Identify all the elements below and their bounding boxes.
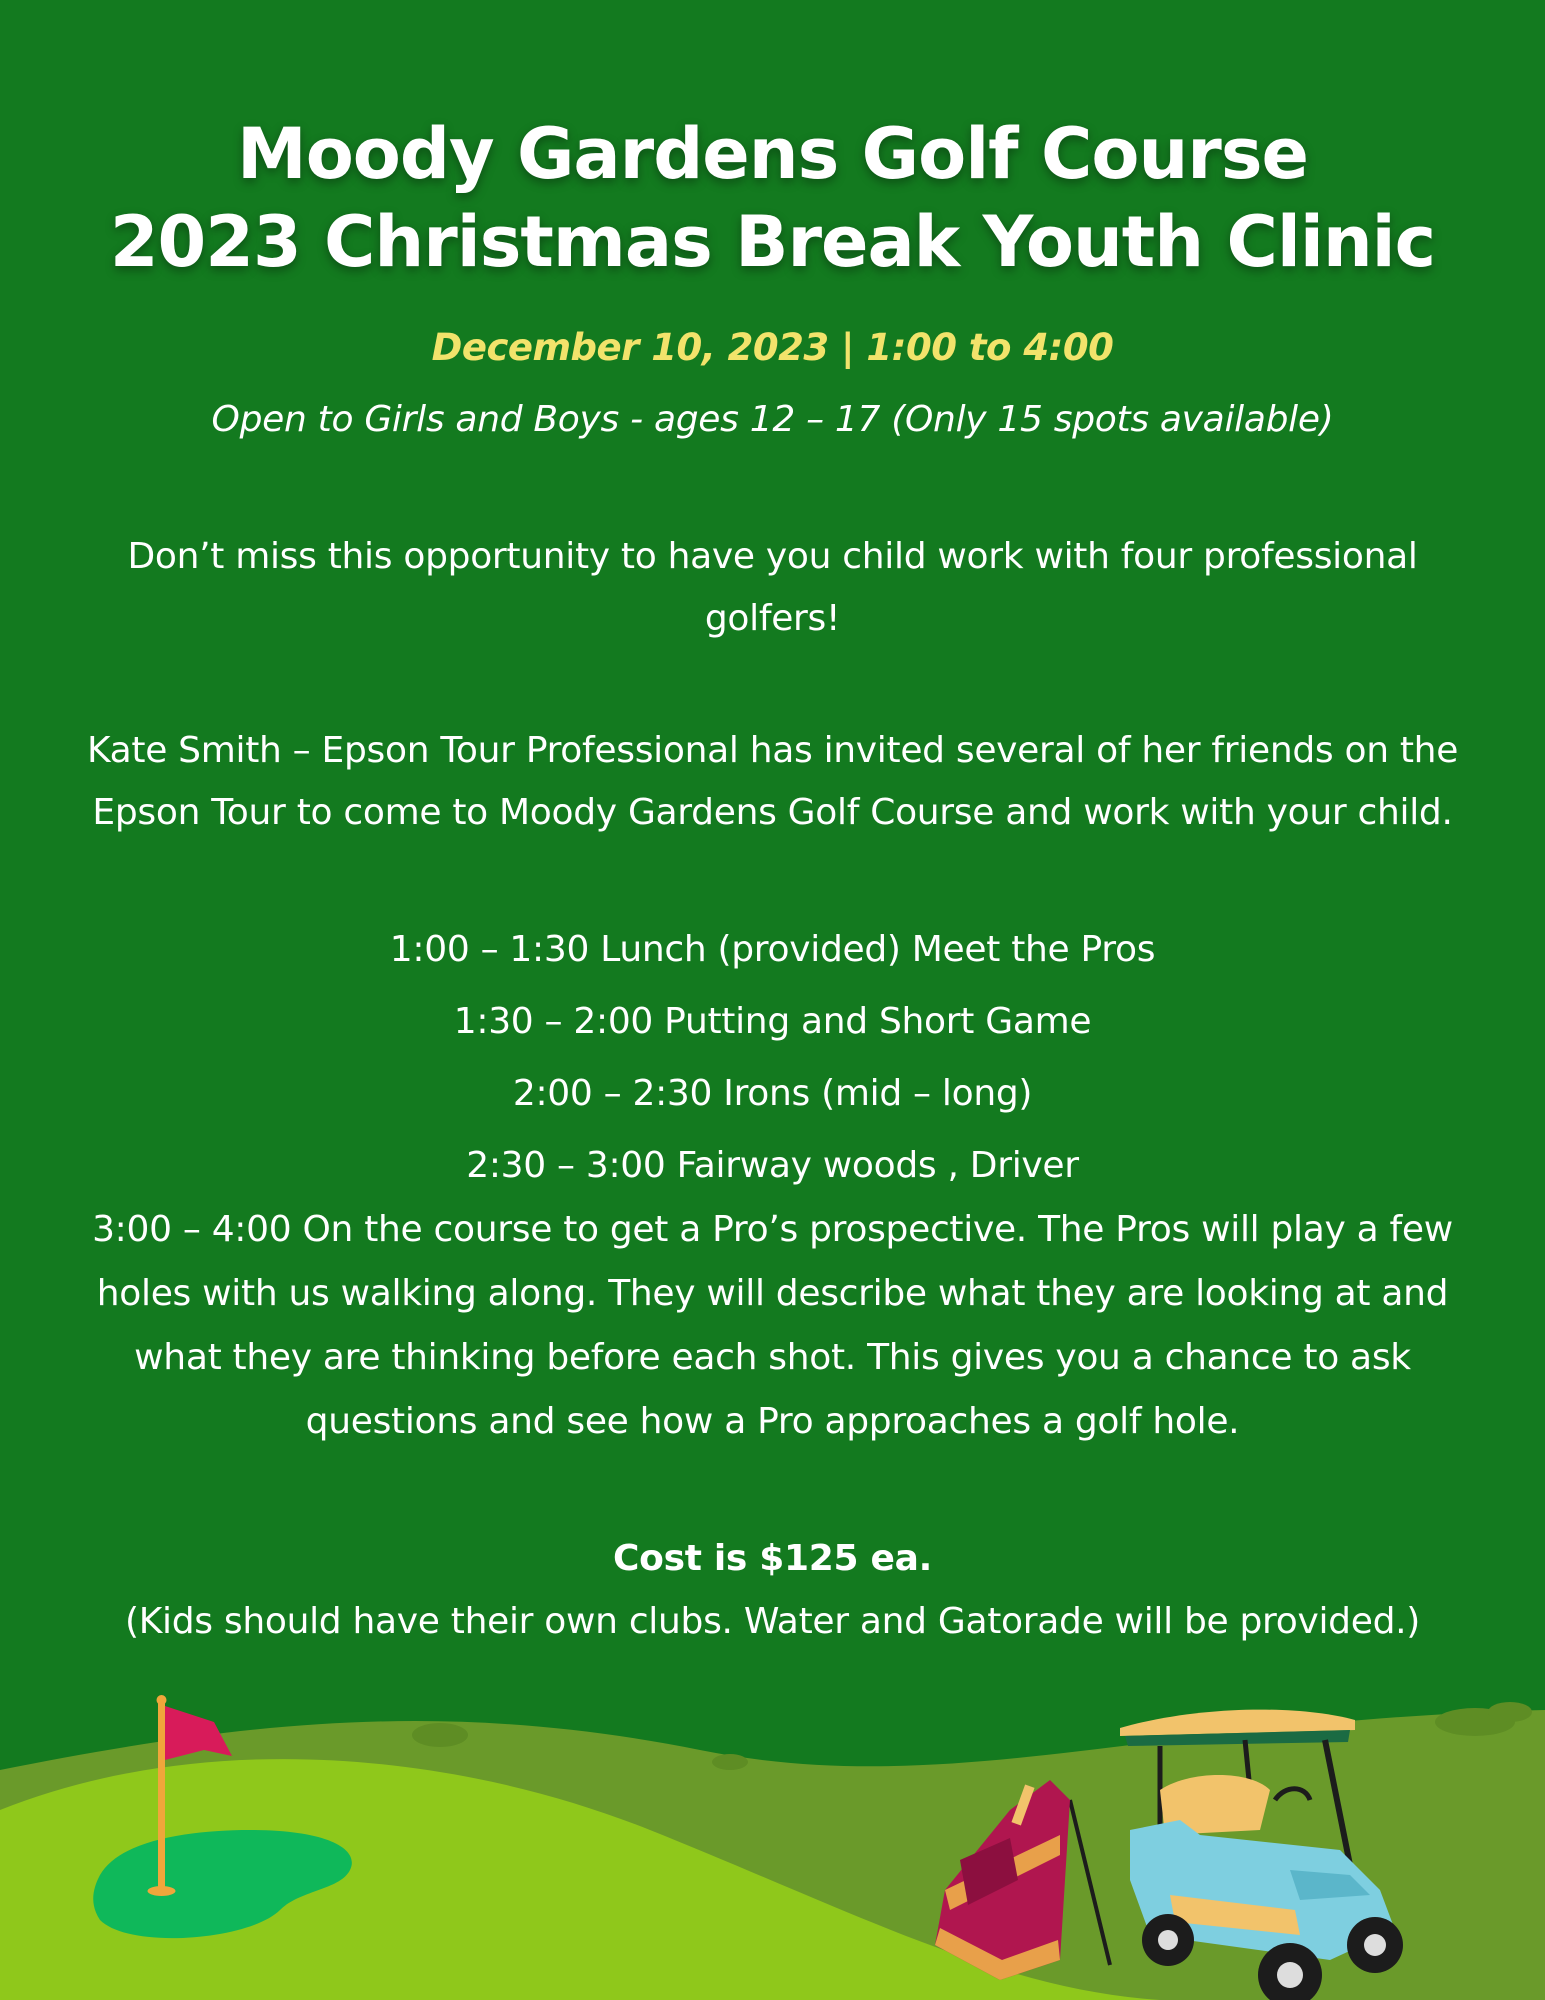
course-line-4: questions and see how a Pro approaches a golf hole. (305, 1401, 1240, 1442)
eligibility-text: Open to Girls and Boys - ages 12 – 17 (Only 15 spots available) (211, 399, 1334, 440)
equipment-note: (Kids should have their own clubs. Water and Gatorade will be provided.) (124, 1601, 1421, 1642)
flyer-content (60, 110, 1485, 1642)
title-line-1: Moody Gardens Golf Course (237, 113, 1308, 195)
schedule-item: 2:30 – 3:00 Fairway woods , Driver (466, 1145, 1079, 1186)
schedule-list (60, 914, 1485, 1454)
title-line-2: 2023 Christmas Break Youth Clinic (109, 201, 1436, 283)
event-date-time: December 10, 2023 | 1:00 to 4:00 (431, 326, 1114, 369)
schedule-item-course (60, 1198, 1485, 1454)
course-line-2: holes with us walking along. They will describe what they are looking at and (96, 1273, 1449, 1314)
intro-text: Don’t miss this opportunity to have you child work with four professional golfers! (127, 536, 1418, 639)
host-line-1: Kate Smith – Epson Tour Professional has invited several of her friends on the (86, 730, 1459, 771)
host-paragraph (60, 720, 1485, 844)
course-line-3: what they are thinking before each shot. This gives you a chance to ask (134, 1337, 1411, 1378)
golf-course-illustration (0, 1660, 1545, 2000)
host-line-2: Epson Tour to come to Moody Gardens Golf Course and work with your child. (92, 792, 1453, 833)
cost-text: Cost is $125 ea. (613, 1538, 932, 1579)
schedule-item: 2:00 – 2:30 Irons (mid – long) (512, 1073, 1033, 1114)
page-title (60, 110, 1485, 286)
course-line-1: 3:00 – 4:00 On the course to get a Pro’s prospective. The Pros will play a few (92, 1209, 1453, 1250)
schedule-item: 1:00 – 1:30 Lunch (provided) Meet the Pros (389, 929, 1156, 970)
schedule-item: 1:30 – 2:00 Putting and Short Game (453, 1001, 1092, 1042)
